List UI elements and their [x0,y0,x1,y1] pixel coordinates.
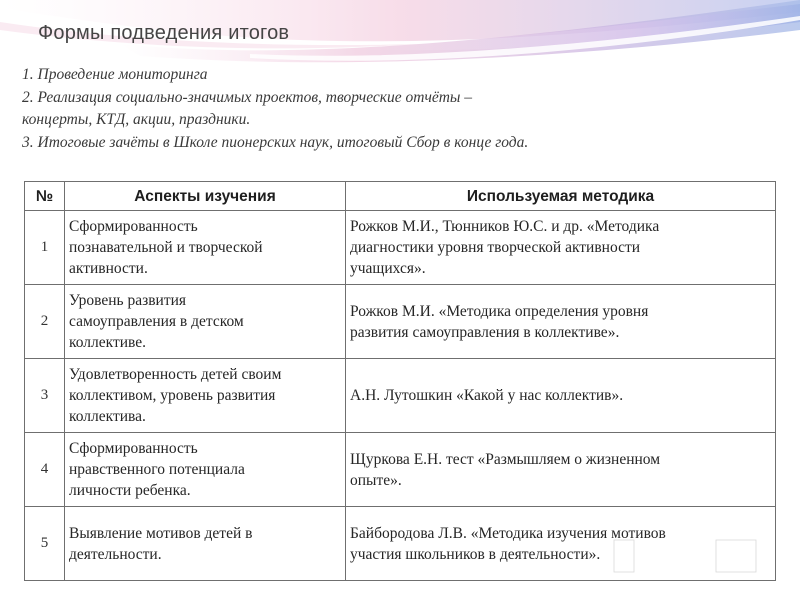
aspect-cell [65,433,346,507]
aspect-line: коллективе. [69,334,147,351]
method-line: развития самоуправления в коллективе». [350,323,620,341]
forms-item: 2. Реализация социально-значимых проектов, творческие отчёты – [22,88,473,106]
method-cell [346,433,776,507]
aspect-line: Уровень развития [69,292,187,309]
aspect-cell [65,359,346,433]
header-number: № [25,182,65,211]
row-number: 5 [25,507,65,581]
aspect-line: познавательной и творческой [69,239,263,256]
table-header-row [25,182,776,211]
forms-item: 1. Проведение мониторинга [22,66,208,83]
aspect-line: нравственного потенциала [69,461,245,478]
table-row [25,285,776,359]
forms-item: 3. Итоговые зачёты в Школе пионерских наук, итоговый Сбор в конце года. [22,133,529,151]
method-line: Байбородова Л.В. «Методика изучения мотивов [350,524,666,542]
aspect-line: коллектива. [69,408,146,425]
method-line: диагностики уровня творческой активности [350,239,641,256]
method-line: учащихся». [350,260,426,277]
methods-table [24,181,776,581]
row-number: 1 [25,211,65,285]
method-cell [346,285,776,359]
aspect-line: Удовлетворенность детей своим [69,366,282,383]
aspect-line: самоуправления в детском [69,313,244,330]
method-line: Рожков М.И., Тюнников Ю.С. и др. «Методика [350,218,660,235]
aspect-cell [65,507,346,581]
table-row [25,433,776,507]
table-row [25,359,776,433]
aspect-line: коллективом, уровень развития [69,387,276,404]
header-method: Используемая методика [346,182,776,211]
method-line: Рожков М.И. «Методика определения уровня [350,302,649,320]
aspect-cell [65,285,346,359]
page-title: Формы подведения итогов [38,22,290,44]
presentation-watermark-icon [606,532,766,582]
row-number: 2 [25,285,65,359]
method-line: участия школьников в деятельности». [350,545,601,563]
aspect-cell [65,211,346,285]
aspect-line: личности ребенка. [69,482,191,499]
aspect-line: Выявление мотивов детей в [69,524,253,542]
aspect-line: деятельности. [69,545,162,563]
header-aspects: Аспекты изучения [65,182,346,211]
method-line: Щуркова Е.Н. тест «Размышляем о жизненном [350,450,661,468]
aspect-line: Сформированность [69,440,198,457]
forms-item: концерты, КТД, акции, праздники. [22,111,251,128]
aspect-line: Сформированность [69,218,198,235]
row-number: 4 [25,433,65,507]
method-line: опыте». [350,471,402,489]
row-number: 3 [25,359,65,433]
method-line: А.Н. Лутошкин «Какой у нас коллектив». [350,387,624,404]
forms-list [22,64,722,154]
aspect-line: активности. [69,260,148,277]
method-cell [346,359,776,433]
table-row [25,211,776,285]
method-cell [346,211,776,285]
